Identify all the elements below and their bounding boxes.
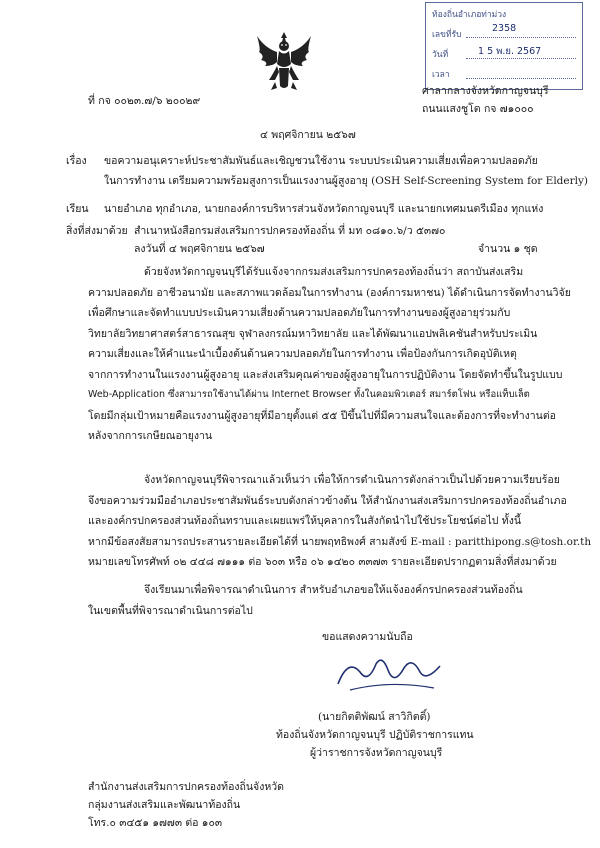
paragraph-line: ความเสี่ยงและให้คำแนะนำเบื้องต้นด้านความปลอดภัยในการทำงาน เพื่อป้องกันการเกิดอุบัติเหตุ <box>88 348 517 360</box>
signatory-name: (นายกิตติพัฒน์ สาวิกิตติ์) <box>318 711 431 723</box>
handwritten-signature <box>330 650 450 698</box>
footer-division: กลุ่มงานส่งเสริมและพัฒนาท้องถิ่น <box>88 799 241 811</box>
signatory-title-2: ผู้ว่าราชการจังหวัดกาญจนบุรี <box>310 747 443 759</box>
paragraph-line: จึงขอความร่วมมืออำเภอประชาสัมพันธ์ระบบดังกล่าวข้างต้น ให้สำนักงานส่งเสริมการปกครองท้องถิ่นอำเภอ <box>88 494 567 507</box>
stamp-date-value: 1 5 พ.ย. 2567 <box>478 46 542 57</box>
body-paragraph-1 <box>88 262 571 447</box>
signatory-title-1: ท้องถิ่นจังหวัดกาญจนบุรี ปฏิบัติราชการแทน <box>276 729 474 741</box>
subject-label: เรื่อง <box>66 155 87 167</box>
body-paragraph-2 <box>88 470 592 573</box>
stamp-time-label: เวลา <box>432 70 450 80</box>
paragraph-line: และองค์กรปกครองส่วนท้องถิ่นทราบและเผยแพร่ให้บุคลากรในสังกัดนำไปใช้ประโยชน์ต่อไป ทั้งนี้ <box>88 515 522 527</box>
enclosure-line-2: ลงวันที่ ๔ พฤศจิกายน ๒๕๖๗ <box>134 243 265 255</box>
paragraph-line: วิทยาลัยวิทยาศาสตร์สาธารณสุข จุฬาลงกรณ์มหาวิทยาลัย และได้พัฒนาแอปพลิเคชันสำหรับประเมิน <box>88 327 538 340</box>
body-paragraph-3 <box>88 580 540 621</box>
recipient-label: เรียน <box>66 203 89 215</box>
paragraph-line: หากมีข้อสงสัยสามารถประสานรายละเอียดได้ที่ นายพฤทธิพงศ์ สามสังข์ E-mail : paritthipong.s@tosh.or.th <box>88 535 592 548</box>
recipient-text: นายอำเภอ ทุกอำเภอ, นายกองค์การบริหารส่วนจังหวัดกาญจนบุรี และนายกเทศมนตรีเมือง ทุกแห่ง <box>104 203 544 215</box>
footer-office: สำนักงานส่งเสริมการปกครองท้องถิ่นจังหวัด <box>88 781 284 793</box>
document-date: ๔ พฤศจิกายน ๒๕๖๗ <box>260 129 356 141</box>
stamp-receive-number: 2358 <box>492 23 517 34</box>
subject-line-2: ในการทำงาน เตรียมความพร้อมสูงการเป็นแรงงานผู้สูงอายุ (OSH Self-Screening System for Elderly) <box>104 175 589 187</box>
garuda-emblem-icon <box>255 30 313 94</box>
paragraph-line: จากการทำงานในแรงงานผู้สูงอายุ และส่งเสริมคุณค่าของผู้สูงอายุในการปฏิบัติงาน โดยจัดทำขึ้นในรูปแบบ <box>88 368 563 381</box>
enclosure-label: สิ่งที่ส่งมาด้วย <box>66 225 128 237</box>
stamp-org: ท้องถิ่นอำเภอท่าม่วง <box>432 10 507 20</box>
enclosure-line-1: สำเนาหนังสือกรมส่งเสริมการปกครองท้องถิ่น ที่ มท ๐๘๑๐.๖/ว ๕๓๗๐ <box>134 225 446 237</box>
paragraph-line: ด้วยจังหวัดกาญจนบุรีได้รับแจ้งจากกรมส่งเสริมการปกครองท้องถิ่นว่า สถาบันส่งเสริม <box>144 266 524 278</box>
stamp-date-label: วันที่ <box>432 50 449 60</box>
office-name: ศาลากลางจังหวัดกาญจนบุรี <box>422 85 549 97</box>
receiving-stamp <box>425 2 583 90</box>
office-address: ถนนแสงชูโต กจ ๗๑๐๐๐ <box>422 103 534 115</box>
paragraph-line: ในเขตพื้นที่พิจารณาดำเนินการต่อไป <box>88 604 253 617</box>
stamp-receive-label: เลขที่รับ <box>432 30 462 40</box>
document-number: ที่ กจ ๐๐๒๓.๗/๖ ๒๐๐๒๙ <box>88 95 201 107</box>
paragraph-line: จังหวัดกาญจนบุรีพิจารณาแล้วเห็นว่า เพื่อให้การดำเนินการดังกล่าวเป็นไปด้วยความเรียบร้อย <box>144 474 560 486</box>
paragraph-line: จึงเรียนมาเพื่อพิจารณาดำเนินการ สำหรับอำเภอขอให้แจ้งองค์กรปกครองส่วนท้องถิ่น <box>144 584 523 596</box>
paragraph-line: หลังจากการเกษียณอายุงาน <box>88 430 213 442</box>
subject-line-1: ขอความอนุเคราะห์ประชาสัมพันธ์และเชิญชวนใช้งาน ระบบประเมินความเสี่ยงเพื่อความปลอดภัย <box>104 155 538 167</box>
paragraph-line: เพื่อศึกษาและจัดทำแบบประเมินความเสี่ยงด้านความปลอดภัยในการทำงานของผู้สูงอายุร่วมกับ <box>88 307 511 319</box>
paragraph-line: หมายเลขโทรศัพท์ ๐๒ ๔๔๘ ๗๑๑๑ ต่อ ๖๐๓ หรือ ๐๖ ๑๔๒๐ ๓๓๗๓ รายละเอียดปรากฏตามสิ่งที่ส่งมาด้วย <box>88 556 557 568</box>
closing-phrase: ขอแสดงความนับถือ <box>322 631 413 643</box>
paragraph-line: ความปลอดภัย อาชีวอนามัย และสภาพแวดล้อมในการทำงาน (องค์การมหาชน) ได้ดำเนินการจัดทำงานวิจัย <box>88 286 571 299</box>
footer-phone: โทร.๐ ๓๔๕๑ ๑๗๗๓ ต่อ ๑๐๓ <box>88 817 223 829</box>
enclosure-quantity: จำนวน ๑ ชุด <box>478 243 538 255</box>
paragraph-line: โดยมีกลุ่มเป้าหมายคือแรงงานผู้สูงอายุที่มีอายุตั้งแต่ ๕๕ ปีขึ้นไปที่มีความสนใจและต้องการที่จะทำงานต่อ <box>88 409 556 422</box>
paragraph-line: Web-Application ซึ่งสามารถใช้งานได้ผ่าน Internet Browser ทั้งในคอมพิวเตอร์ สมาร์ตโฟน หรือแท็บเล็ต <box>88 389 530 400</box>
